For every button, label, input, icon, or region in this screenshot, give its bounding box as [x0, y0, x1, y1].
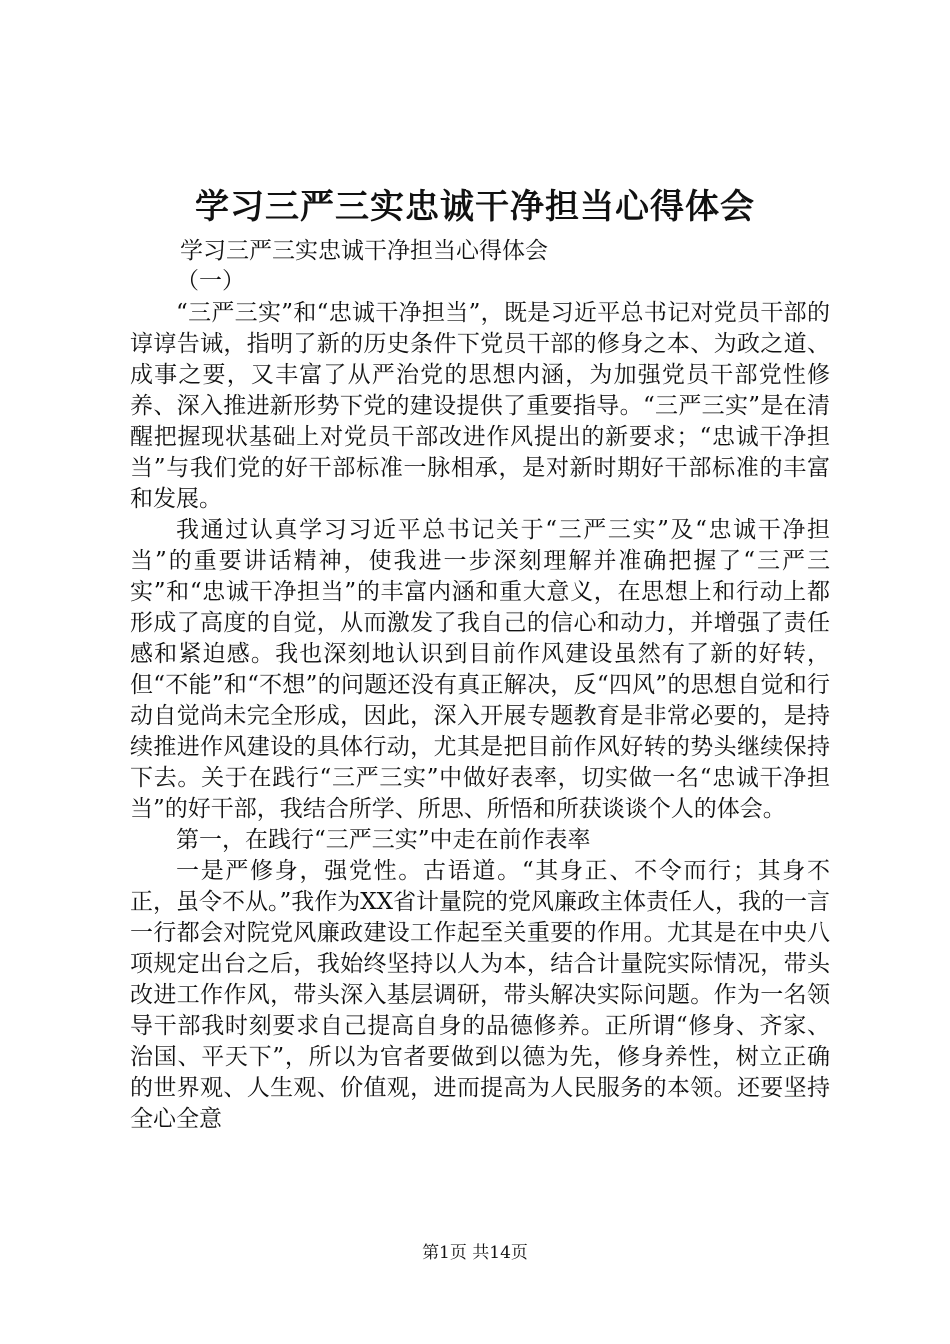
paragraph: 我通过认真学习习近平总书记关于“三严三实”及“忠诚干净担当”的重要讲话精神，使我进一步深刻理解并准确把握了“三严三实”和“忠诚干净担当”的丰富内涵和重大意义，在思想上和行动上都形成了高度的自觉，从而激发了我自己的信心和动力，并增强了责任感和紧迫感。我也深刻地认识到目前作风建设虽然有了新的好转，但“不能”和“不想”的问题还没有真正解决，反“四风”的思想自觉和行动自觉尚未完全形成，因此，深入开展专题教育是非常必要的，是持续推进作风建设的具体行动，尤其是把目前作风好转的势头继续保持下去。关于在践行“三严三实”中做好表率，切实做一名“忠诚干净担当”的好干部，我结合所学、所思、所悟和所获谈谈个人的体会。 — [130, 517, 830, 822]
section-heading: 第一，在践行“三严三实”中走在前作表率 — [176, 827, 591, 853]
document-body — [130, 298, 830, 1135]
page-footer: 第1页 共14页 — [422, 1243, 528, 1263]
paragraph: 一是严修身，强党性。古语道。“其身正、不令而行；其身不正，虽令不从。”我作为XX省计量院的党风廉政主体责任人，我的一言一行都会对院党风廉政建设工作起至关重要的作用。尤其是在中央八项规定出台之后，我始终坚持以人为本，结合计量院实际情况，带头改进工作作风，带头深入基层调研，带头解决实际问题。作为一名领导干部我时刻要求自己提高自身的品德修养。正所谓“修身、齐家、治国、平天下”，所以为官者要做到以德为先，修身养性，树立正确的世界观、人生观、价值观，进而提高为人民服务的本领。还要坚持全心全意 — [130, 858, 831, 1132]
document-subtitle: 学习三严三实忠诚干净担当心得体会 — [180, 238, 548, 264]
document-title: 学习三严三实忠诚干净担当心得体会 — [195, 187, 755, 227]
section-number: （一） — [176, 268, 245, 294]
paragraph: “三严三实”和“忠诚干净担当”，既是习近平总书记对党员干部的谆谆告诫，指明了新的历史条件下党员干部的修身之本、为政之道、成事之要，又丰富了从严治党的思想内涵，为加强党员干部党性修养、深入推进新形势下党的建设提供了重要指导。“三严三实”是在清醒把握现状基础上对党员干部改进作风提出的新要求；“忠诚干净担当”与我们党的好干部标准一脉相承，是对新时期好干部标准的丰富和发展。 — [130, 300, 830, 512]
